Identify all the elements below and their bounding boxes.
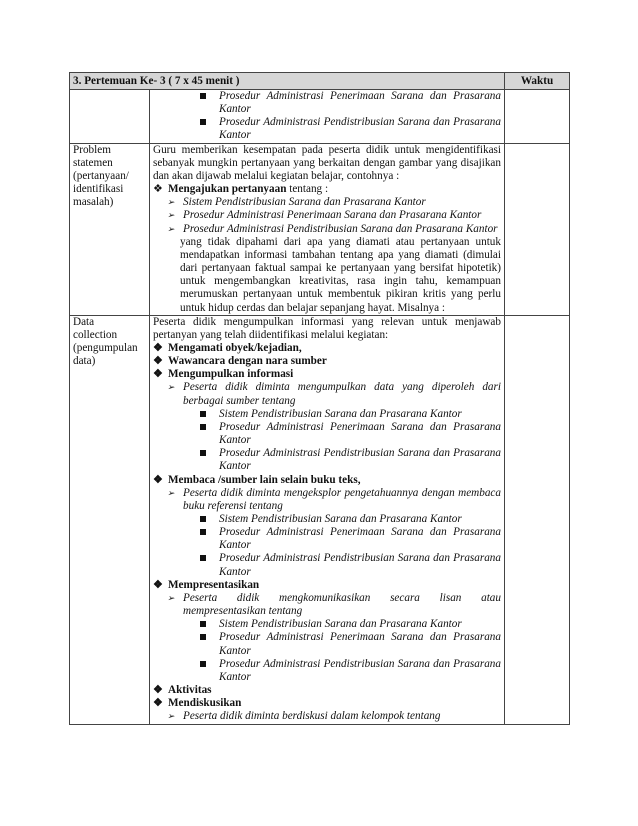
label-line: Data: [73, 315, 95, 328]
star-item-text: Mempresentasikan: [168, 578, 260, 591]
arrowhead-bullet-icon: ➢: [167, 487, 175, 498]
square-bullet-icon: [200, 618, 219, 631]
table-row: [70, 143, 570, 315]
square-bullet-icon: [200, 447, 219, 460]
waktu-header: Waktu: [505, 73, 570, 90]
star-item-text: Membaca /sumber lain selain buku teks,: [168, 473, 361, 486]
list-item: [153, 579, 501, 592]
label-line: collection: [73, 328, 118, 341]
list-item: [200, 421, 501, 447]
label-line: data): [73, 355, 96, 368]
label-line: (pertanyaan/: [73, 169, 129, 182]
list-item: [167, 209, 501, 222]
four-diamond-star-icon: ❖: [153, 473, 163, 486]
four-diamond-star-icon: ❖: [153, 355, 163, 368]
list-item: [200, 116, 501, 142]
table-row: [70, 90, 570, 144]
waktu-cell: [505, 315, 570, 724]
square-bullet-icon: [200, 552, 219, 565]
content-cell: [150, 90, 505, 144]
list-item: [200, 618, 501, 631]
four-diamond-star-icon: ❖: [153, 697, 163, 710]
content-cell: [150, 143, 505, 315]
square-bullet-icon: [200, 90, 219, 103]
list-item: [167, 381, 501, 407]
list-item: [167, 487, 501, 513]
four-diamond-star-icon: ❖: [153, 368, 163, 381]
list-item-text: Prosedur Administrasi Pendistribusian Sarana dan Prasarana Kantor: [219, 447, 501, 473]
arrowhead-bullet-icon: ➢: [167, 592, 175, 603]
list-item-text: Prosedur Administrasi Penerimaan Sarana dan Prasarana Kantor: [219, 420, 501, 447]
list-item-text: Peserta didik diminta berdiskusi dalam kelompok tentang: [183, 710, 441, 723]
square-bullet-icon: [200, 116, 219, 129]
list-item-text: Sistem Pendistribusian Sarana dan Prasarana Kantor: [219, 407, 462, 420]
square-bullet-icon: [200, 526, 219, 539]
square-bullet-icon: [200, 631, 219, 644]
four-diamond-star-icon: ❖: [153, 183, 163, 196]
label-line: statemen: [73, 156, 113, 169]
arrowhead-bullet-icon: ➢: [167, 197, 175, 208]
list-item: [153, 368, 501, 381]
list-item-text: Sistem Pendistribusian Sarana dan Prasarana Kantor: [219, 513, 462, 525]
list-item-text: Peserta didik diminta mengumpulkan data yang diperoleh dari berbagai sumber tentang: [183, 381, 501, 407]
label-line: (pengumpulan: [73, 341, 138, 354]
list-item: [153, 342, 501, 355]
list-item-text: Prosedur Administrasi Penerimaan Sarana dan Prasarana Kantor: [183, 209, 482, 222]
intro-paragraph: Peserta didik mengumpulkan informasi yang relevan untuk menjawab pertanyan yang telah diidentifikasi melalui kegiatan:: [153, 315, 501, 341]
list-item: [167, 196, 501, 209]
list-item: [153, 684, 501, 697]
table-header-row: [70, 73, 570, 90]
list-item: [200, 447, 501, 473]
list-item: [200, 658, 501, 684]
stage-label-problem: [70, 143, 150, 315]
lesson-plan-table: [69, 72, 570, 725]
four-diamond-star-icon: ❖: [153, 578, 163, 591]
star-item-text: Aktivitas: [168, 684, 212, 697]
list-item: [167, 710, 501, 723]
star-item-rest: tentang :: [286, 183, 329, 196]
intro-paragraph: Guru memberikan kesempatan pada peserta didik untuk mengidentifikasi sebanyak mungkin pertanyaan yang berkaitan dengan gambar yang disajikan dan akan dijawab melalui kegiatan belajar, contohnya :: [153, 143, 501, 182]
list-item: [153, 355, 501, 368]
label-line: identifikasi: [73, 183, 124, 196]
four-diamond-star-icon: ❖: [153, 684, 163, 697]
list-item-text: Peserta didik mengkomunikasikan secara lisan atau mempresentasikan tentang: [183, 591, 501, 618]
arrowhead-bullet-icon: ➢: [167, 223, 175, 234]
list-item-text: Prosedur Administrasi Pendistribusian Sarana dan Prasarana Kantor: [219, 657, 501, 683]
list-item-text: Sistem Pendistribusian Sarana dan Prasarana Kantor: [183, 196, 426, 209]
arrowhead-bullet-icon: ➢: [167, 382, 175, 393]
body-paragraph: yang tidak dipahami dari apa yang diamati atau pertanyaan untuk mendapatkan informasi tambahan tentang apa yang diamati (dimulai dari pertanyaan faktual sampai ke pertanyaan yang bersifat hipotetik) untuk mengembangkan kreativitas, rasa ingin tahu, kemampuan merumuskan pertanyaan untuk membentuk pikiran kritis yang perlu untuk hidup cerdas dan belajar sepanjang hayat. Misalnya :: [180, 235, 501, 314]
list-item: [153, 474, 501, 487]
square-bullet-icon: [200, 513, 219, 526]
star-item-text: Mendiskusikan: [168, 697, 242, 710]
list-item-text: Prosedur Administrasi Penerimaan Sarana dan Prasarana Kantor: [219, 90, 501, 116]
arrowhead-bullet-icon: ➢: [167, 210, 175, 221]
star-item-text: Mengamati obyek/kejadian,: [168, 341, 302, 354]
stage-label-data-collection: [70, 315, 150, 724]
list-item: [167, 592, 501, 618]
label-line: masalah): [73, 196, 114, 209]
list-item: [200, 408, 501, 421]
list-item-text: Prosedur Administrasi Penerimaan Sarana dan Prasarana Kantor: [219, 526, 501, 552]
list-item: [200, 552, 501, 578]
list-item-text: Prosedur Administrasi Penerimaan Sarana dan Prasarana Kantor: [219, 631, 501, 657]
list-item-text: Peserta didik diminta mengeksplor pengetahuannya dengan membaca buku referensi tentang: [183, 486, 501, 512]
waktu-cell: [505, 90, 570, 144]
square-bullet-icon: [200, 408, 219, 421]
square-bullet-icon: [200, 658, 219, 671]
arrowhead-bullet-icon: ➢: [167, 711, 175, 722]
list-item: [153, 183, 501, 196]
list-item: [200, 631, 501, 657]
list-item: [153, 697, 501, 710]
star-item-text: Mengumpulkan informasi: [168, 368, 294, 381]
list-item-text: Prosedur Administrasi Pendistribusian Sarana dan Prasarana Kantor: [219, 116, 501, 142]
list-item-text: Sistem Pendistribusian Sarana dan Prasarana Kantor: [219, 618, 462, 631]
list-item: [200, 90, 501, 116]
empty-label-cell: [70, 90, 150, 144]
content-cell: [150, 315, 505, 724]
list-item: [200, 513, 501, 526]
meeting-title: 3. Pertemuan Ke- 3 ( 7 x 45 menit ): [70, 73, 505, 90]
four-diamond-star-icon: ❖: [153, 341, 163, 354]
list-item-text: Prosedur Administrasi Pendistribusian Sarana dan Prasarana Kantor: [183, 222, 498, 235]
star-item-text: Wawancara dengan nara sumber: [168, 355, 327, 368]
star-item-bold: Mengajukan pertanyaan: [168, 183, 287, 196]
table-row: [70, 315, 570, 724]
list-item: [200, 526, 501, 552]
label-line: Problem: [73, 143, 111, 156]
square-bullet-icon: [200, 421, 219, 434]
waktu-cell: [505, 143, 570, 315]
list-item: [167, 223, 501, 236]
list-item-text: Prosedur Administrasi Pendistribusian Sarana dan Prasarana Kantor: [219, 552, 501, 578]
